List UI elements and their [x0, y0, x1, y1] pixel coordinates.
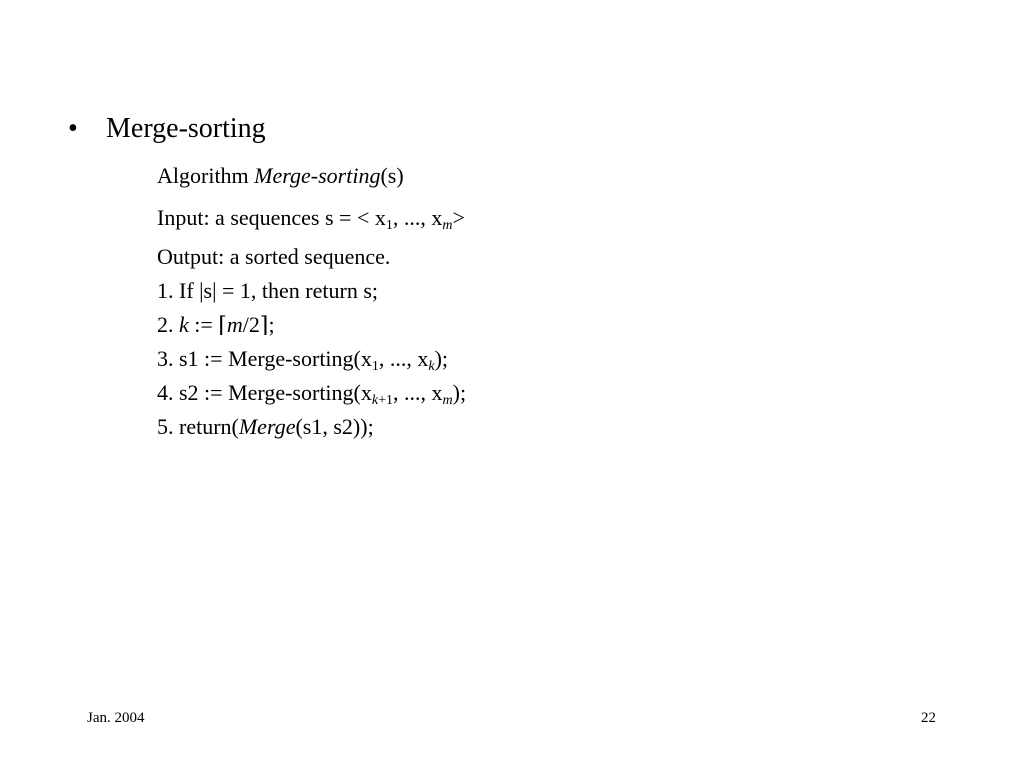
step-1: 1. If |s| = 1, then return s;: [157, 278, 379, 303]
bullet-title: Merge-sorting: [106, 113, 266, 144]
step-4: 4. s2 := Merge-$sorting(x_{k+1}$, ..., $x_m$);: [157, 380, 467, 408]
step-3: 3. s1 := Merge-$sorting(x_1$, ..., $x_k$);: [157, 346, 449, 374]
input-line: Input: a sequences s = < $x_1$, ..., $x_m>$: [157, 205, 465, 233]
step-2: 2. k := ⌈m/2⌉;: [157, 312, 275, 337]
ceiling-close-symbol: ⌉: [259, 312, 269, 337]
step-5: 5. return(Merge(s1, s2));: [157, 414, 374, 439]
bullet-point: •: [68, 113, 78, 144]
algorithm-heading: Algorithm Merge-sorting(s): [157, 163, 404, 188]
page-number: 22: [921, 710, 936, 726]
output-line: Output: a sorted sequence.: [157, 244, 391, 269]
footer-date: Jan. 2004: [87, 710, 145, 726]
ceiling-open-symbol: ⌈: [218, 312, 227, 337]
